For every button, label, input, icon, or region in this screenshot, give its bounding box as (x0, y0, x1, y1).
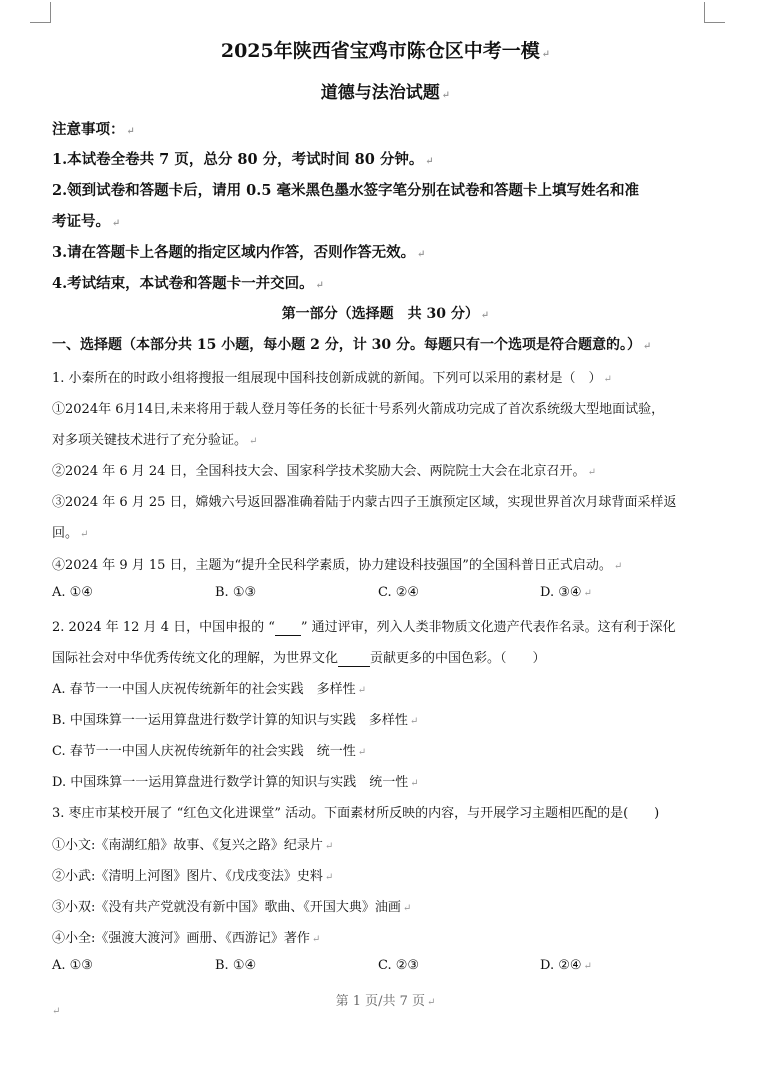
notice-item-2: 2.领到试卷和答题卡后，请用 0.5 毫米黑色墨水签字笔分别在试卷和答题卡上填写姓名和准 (52, 182, 639, 199)
question-2-stem-cont: 国际社会对中华优秀传统文化的理解，为世界文化 贡献更多的中国色彩。（ ） (52, 651, 546, 666)
question-3-material-4: ④小全:《强渡大渡河》画册、《西游记》著作 ↵ (52, 931, 321, 946)
exam-title: 2025年陕西省宝鸡市陈仓区中考一模 ↵ (220, 40, 551, 62)
question-2-blank-2 (338, 651, 370, 667)
notice-item-2-cont: 考证号。 ↵ (52, 213, 121, 230)
section-title: 一、选择题（本部分共 15 小题，每小题 2 分，计 30 分。每题只有一个选项是符合题意的。） ↵ (52, 337, 652, 353)
exam-subtitle: 道德与法治试题 ↵ (320, 83, 451, 103)
question-3-option-c: C. ②③ (378, 958, 420, 973)
crop-mark-top-left (30, 2, 51, 23)
question-1-material-2: ②2024 年 6 月 24 日，全国科技大会、国家科学技术奖励大会、两院院士大会在北京召开。 ↵ (52, 464, 596, 479)
question-3-option-d: D. ②④ ↵ (540, 958, 592, 973)
page-footer: 第 1 页/共 7 页 ↵ (335, 994, 436, 1009)
question-1-option-b: B. ①③ (215, 585, 257, 600)
question-1-option-c: C. ②④ (378, 585, 420, 600)
question-2-option-d: D. 中国珠算一一运用算盘进行数学计算的知识与实践 统一性 ↵ (52, 775, 419, 790)
question-1-material-1-cont: 对多项关键技术进行了充分验证。 ↵ (52, 433, 258, 448)
question-3-material-2: ②小武:《清明上河图》图片、《戊戌变法》史料 ↵ (52, 869, 334, 884)
notice-item-4: 4.考试结束，本试卷和答题卡一并交回。 ↵ (52, 275, 325, 292)
question-1-option-a: A. ①④ (52, 585, 93, 600)
question-2-blank-1 (275, 620, 301, 636)
notice-heading: 注意事项： ↵ (52, 121, 135, 138)
question-2-stem: 2. 2024 年 12 月 4 日，中国申报的 “ ” 通过评审，列入人类非物质文化遗产代表作名录。这有利于深化 (52, 620, 676, 635)
question-3-option-b: B. ①④ (215, 958, 257, 973)
question-1-material-3: ③2024 年 6 月 25 日，嫦娥六号返回器准确着陆于内蒙古四子王旗预定区域，实现世界首次月球背面采样返 (52, 495, 677, 510)
question-3-option-a: A. ①③ (52, 958, 93, 973)
question-1-material-4: ④2024 年 9 月 15 日，主题为“提升全民科学素质，协力建设科技强国”的全国科普日正式启动。 ↵ (52, 558, 623, 573)
question-3-material-3: ③小双:《没有共产党就没有新中国》歌曲、《开国大典》油画 ↵ (52, 900, 412, 915)
crop-mark-top-right (704, 2, 725, 23)
notice-item-1: 1.本试卷全卷共 7 页，总分 80 分，考试时间 80 分钟。 ↵ (52, 151, 434, 168)
question-1-stem: 1. 小秦所在的时政小组将搜报一组展现中国科技创新成就的新闻。下列可以采用的素材是（ ） ↵ (52, 371, 612, 386)
question-2-option-b: B. 中国珠算一一运用算盘进行数学计算的知识与实践 多样性 ↵ (52, 713, 419, 728)
question-1-material-1: ①2024年 6月14日,未来将用于载人登月等任务的长征十号系列火箭成功完成了首次系统级大型地面试验， (52, 402, 665, 417)
part-title: 第一部分（选择题 共 30 分） ↵ (281, 306, 490, 322)
question-1-material-3-cont: 回。 ↵ (52, 526, 89, 541)
question-3-stem: 3. 枣庄市某校开展了 “红色文化进课堂” 活动。下面素材所反映的内容，与开展学习主题相匹配的是( ) (52, 806, 660, 821)
question-1-option-d: D. ③④ ↵ (540, 585, 592, 600)
notice-item-3: 3.请在答题卡上各题的指定区域内作答，否则作答无效。 ↵ (52, 244, 426, 261)
question-2-option-c: C. 春节一一中国人庆祝传统新年的社会实践 统一性 ↵ (52, 744, 367, 759)
paragraph-mark: ↵ (52, 1006, 61, 1017)
question-3-material-1: ①小文:《南湖红船》故事、《复兴之路》纪录片 ↵ (52, 838, 334, 853)
question-2-option-a: A. 春节一一中国人庆祝传统新年的社会实践 多样性 ↵ (52, 682, 367, 697)
